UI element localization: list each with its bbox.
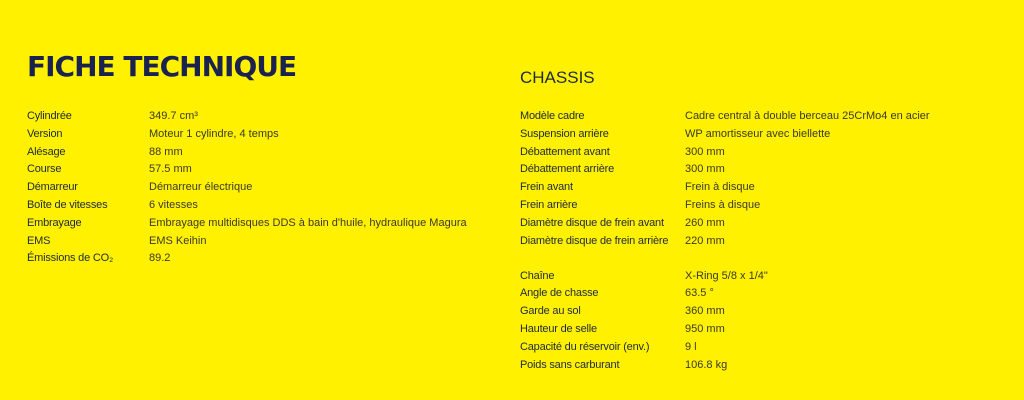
chassis-section-title: CHASSIS: [520, 68, 595, 87]
spec-value: 63.5 °: [685, 287, 714, 300]
spec-value: Cadre central à double berceau 25CrMo4 en acier: [685, 110, 930, 122]
table-row: [520, 199, 975, 217]
spec-label: Démarreur: [27, 181, 78, 194]
spec-label: Boîte de vitesses: [27, 198, 108, 211]
spec-label: Cylindrée: [27, 110, 72, 122]
spec-label: Garde au sol: [520, 305, 581, 318]
table-row: [520, 217, 975, 235]
spec-label: Alésage: [27, 145, 66, 158]
spec-label: Suspension arrière: [520, 127, 609, 140]
spec-value: 9 l: [685, 340, 697, 353]
spec-label: Course: [27, 163, 62, 176]
spec-label: Chaîne: [520, 269, 555, 282]
table-row: [27, 252, 489, 270]
spec-value: Embrayage multidisques DDS à bain d'huile, hydraulique Magura: [149, 216, 467, 229]
spec-value: 260 mm: [685, 216, 725, 229]
page-title: FICHE TECHNIQUE: [27, 50, 297, 83]
table-row: [520, 235, 975, 270]
spec-label: Diamètre disque de frein arrière: [520, 234, 669, 247]
spec-value: Démarreur électrique: [149, 181, 253, 194]
table-row: [27, 163, 489, 181]
table-row: [520, 163, 975, 181]
table-row: [520, 305, 975, 323]
spec-label: Angle de chasse: [520, 287, 599, 300]
spec-label: Capacité du réservoir (env.): [520, 340, 650, 353]
table-row: [520, 287, 975, 305]
spec-value: X-Ring 5/8 x 1/4": [685, 269, 768, 282]
table-row: [520, 359, 975, 377]
engine-spec-table: [27, 110, 489, 270]
spec-label: Diamètre disque de frein avant: [520, 216, 664, 229]
spec-label: Frein arrière: [520, 198, 578, 211]
table-row: [27, 199, 489, 217]
spec-value: 950 mm: [685, 322, 725, 335]
spec-value: 57.5 mm: [149, 163, 192, 176]
spec-value: 6 vitesses: [149, 198, 198, 211]
table-row: [520, 323, 975, 341]
table-row: [27, 146, 489, 164]
spec-value: 349.7 cm³: [149, 110, 198, 122]
table-row: [27, 181, 489, 199]
spec-value: 106.8 kg: [685, 358, 728, 371]
spec-value: Moteur 1 cylindre, 4 temps: [149, 127, 279, 140]
spec-label: Frein avant: [520, 181, 573, 194]
spec-value: 88 mm: [149, 145, 183, 158]
spec-value: Frein à disque: [685, 181, 755, 194]
table-row: [27, 217, 489, 235]
spec-value: 300 mm: [685, 145, 725, 158]
table-row: [520, 128, 975, 146]
spec-label: Débattement arrière: [520, 163, 615, 176]
chassis-spec-table: [520, 110, 975, 376]
table-row: [520, 146, 975, 164]
spec-label: Version: [27, 127, 63, 140]
spec-value: 360 mm: [685, 305, 725, 318]
spec-label: EMS: [27, 234, 51, 247]
spec-label: Émissions de CO₂: [27, 252, 114, 265]
table-row: [520, 181, 975, 199]
table-row: [27, 110, 489, 128]
table-row: [27, 128, 489, 146]
table-row: [520, 341, 975, 359]
spec-label: Débattement avant: [520, 145, 610, 158]
table-row: [520, 110, 975, 128]
table-row: [520, 270, 975, 288]
spec-value: Freins à disque: [685, 198, 761, 211]
spec-value: 89.2: [149, 252, 171, 265]
spec-label: Poids sans carburant: [520, 358, 620, 371]
spec-value: EMS Keihin: [149, 234, 207, 247]
spec-label: Modèle cadre: [520, 110, 585, 122]
table-row: [27, 235, 489, 253]
spec-value: WP amortisseur avec biellette: [685, 127, 831, 140]
spec-value: 220 mm: [685, 234, 725, 247]
spec-label: Hauteur de selle: [520, 322, 597, 335]
spec-value: 300 mm: [685, 163, 725, 176]
spec-label: Embrayage: [27, 216, 82, 229]
